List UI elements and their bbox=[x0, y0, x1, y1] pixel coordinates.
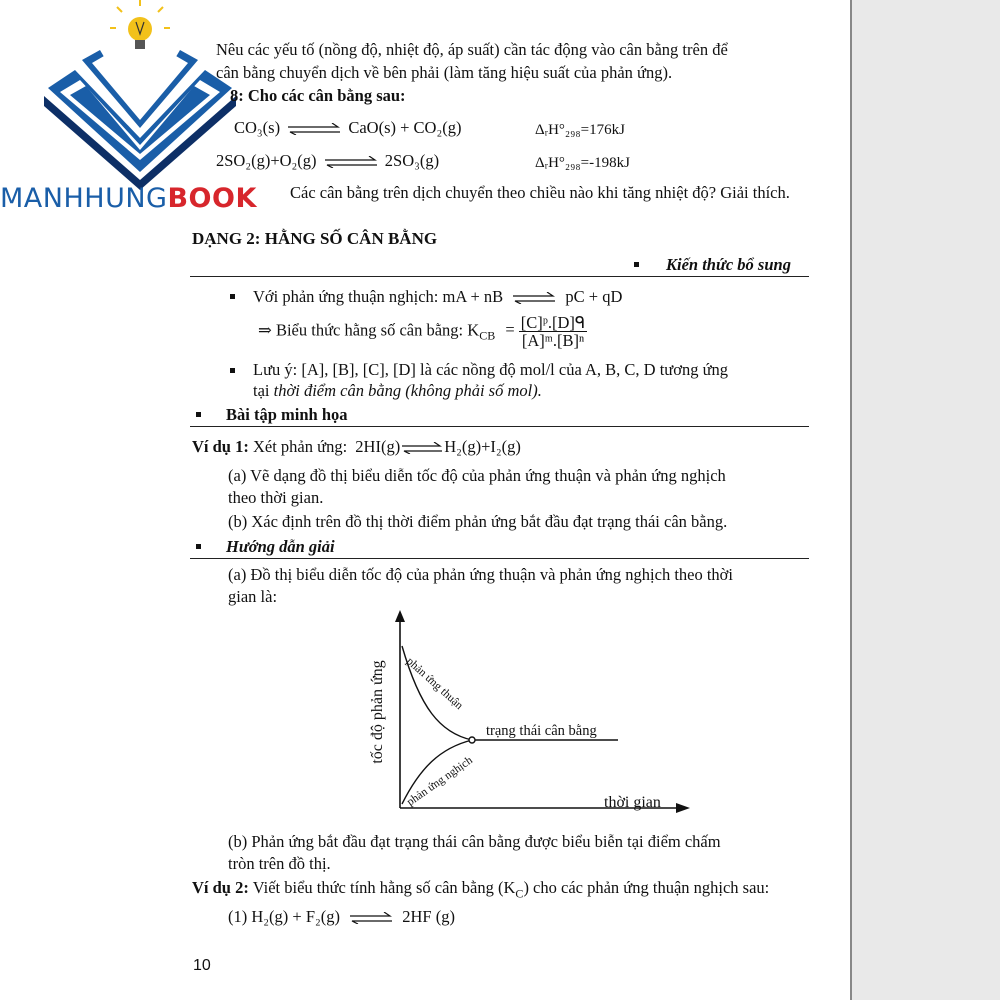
divider bbox=[190, 276, 809, 277]
rate-vs-time-graph bbox=[360, 608, 700, 823]
example-2-label: Ví dụ 2: bbox=[192, 878, 249, 897]
note-line-1: Lưu ý: [A], [B], [C], [D] là các nồng độ mol/l của A, B, C, D tương ứng bbox=[253, 360, 729, 379]
note-line-2 bbox=[253, 381, 542, 401]
reaction-lhs: Với phản ứng thuận nghịch: mA + nB bbox=[253, 287, 504, 306]
example-2-text: Viết biểu thức tính hằng số cân bằng (K bbox=[252, 878, 516, 897]
equilibrium-label: trạng thái cân bằng bbox=[486, 723, 597, 739]
intro-line-2: cân bằng chuyển dịch về bên phải (làm tăng hiệu suất của phản ứng). bbox=[216, 63, 673, 82]
y-axis-label: tốc độ phản ứng bbox=[369, 660, 386, 764]
equilibrium-arrow-icon bbox=[286, 123, 342, 135]
intro-line-1: Nêu các yếu tố (nồng độ, nhiệt độ, áp suất) cần tác động vào cân bằng trên để bbox=[216, 40, 728, 59]
note-line-2-italic: thời điểm cân bằng (không phải số mol). bbox=[273, 381, 542, 400]
answer-b-line-2: tròn trên đồ thị. bbox=[228, 854, 331, 873]
bullet-icon bbox=[230, 294, 235, 299]
x-axis-label: thời gian bbox=[604, 794, 661, 811]
reverse-curve-label: phản ứng nghịch bbox=[404, 754, 475, 809]
eq2-right: 2SO₃(g) bbox=[384, 151, 440, 170]
reaction-rhs: pC + qD bbox=[565, 287, 623, 306]
answer-b-line-1: (b) Phản ứng bắt đầu đạt trạng thái cân bằng được biểu biễn tại điểm chấm bbox=[228, 832, 721, 851]
eq2-left: 2SO₂(g)+O₂(g) bbox=[216, 151, 317, 170]
solution-guide-heading: Hướng dẫn giải bbox=[226, 537, 335, 556]
expression-label: ⇒ Biểu thức hằng số cân bằng: K bbox=[258, 320, 480, 340]
eq1-enthalpy: ΔᵣH°₂₉₈=176kJ bbox=[535, 122, 625, 138]
example-2-line bbox=[192, 878, 769, 903]
example-1-rhs: H₂(g)+I₂(g) bbox=[444, 437, 521, 456]
divider bbox=[190, 426, 809, 427]
supplementary-knowledge-label: Kiến thức bổ sung bbox=[666, 255, 791, 274]
equilibrium-arrow-icon bbox=[400, 442, 444, 454]
reversible-reaction-line bbox=[253, 287, 622, 307]
equilibrium-arrow-icon bbox=[323, 156, 379, 168]
example-1-line bbox=[192, 437, 521, 457]
reaction-1-lhs: (1) H₂(g) + F₂(g) bbox=[228, 907, 340, 926]
equilibrium-1 bbox=[234, 118, 461, 138]
question-text: Các cân bằng trên dịch chuyển theo chiều nào khi tăng nhiệt độ? Giải thích. bbox=[290, 183, 790, 202]
example-2-text-end: ) cho các phản ứng thuận nghịch sau: bbox=[523, 878, 770, 897]
y-axis-arrow bbox=[395, 610, 405, 622]
question-8-label: 8: Cho các cân bằng sau: bbox=[230, 86, 406, 105]
example-1-text: Xét phản ứng: bbox=[252, 437, 348, 456]
section-title: DẠNG 2: HẰNG SỐ CÂN BẰNG bbox=[192, 229, 438, 248]
example-1-part-b: (b) Xác định trên đồ thị thời điểm phản ứng bắt đầu đạt trạng thái cân bằng. bbox=[228, 512, 728, 531]
eq1-left: CO₃(s) bbox=[234, 118, 281, 137]
bullet-icon bbox=[196, 544, 201, 549]
logo-word-book: BOOK bbox=[167, 183, 257, 214]
answer-a-line-2: gian là: bbox=[228, 587, 278, 606]
expression-subscript: CB bbox=[479, 328, 496, 343]
example-2-subscript: C bbox=[515, 886, 524, 901]
expression-fraction bbox=[519, 314, 588, 349]
bullet-icon bbox=[634, 262, 639, 267]
bullet-icon bbox=[196, 412, 201, 417]
equilibrium-2 bbox=[216, 151, 439, 171]
page-number: 10 bbox=[193, 957, 211, 974]
equilibrium-point bbox=[469, 737, 475, 743]
fraction-numerator: [C]ᵖ.[D]ᑫ bbox=[520, 313, 586, 332]
note-line-2-prefix: tại bbox=[253, 381, 274, 400]
example-1-part-a-line-2: theo thời gian. bbox=[228, 488, 324, 507]
example-1-label: Ví dụ 1: bbox=[192, 437, 249, 456]
equilibrium-constant-expression bbox=[258, 314, 587, 349]
practice-heading: Bài tập minh họa bbox=[226, 405, 348, 424]
equilibrium-arrow-icon bbox=[511, 292, 557, 304]
divider bbox=[190, 558, 809, 559]
bullet-icon bbox=[230, 368, 235, 373]
equilibrium-arrow-icon bbox=[348, 912, 394, 924]
fraction-denominator: [A]ᵐ.[B]ⁿ bbox=[521, 331, 585, 350]
eq1-right: CaO(s) + CO₂(g) bbox=[348, 118, 462, 137]
example-2-reaction-1 bbox=[228, 907, 455, 927]
answer-a-line-1: (a) Đồ thị biểu diễn tốc độ của phản ứng thuận và phản ứng nghịch theo thời bbox=[228, 565, 733, 584]
forward-curve-label: phản ứng thuận bbox=[403, 655, 466, 712]
x-axis-arrow bbox=[676, 803, 690, 813]
reaction-1-rhs: 2HF (g) bbox=[402, 907, 455, 926]
example-1-part-a-line-1: (a) Vẽ dạng đồ thị biểu diễn tốc độ của phản ứng thuận và phản ứng nghịch bbox=[228, 466, 726, 485]
logo-word-manhhung: MANHHUNG bbox=[0, 183, 168, 214]
eq2-enthalpy: ΔᵣH°₂₉₈=-198kJ bbox=[535, 155, 630, 171]
expression-equals: = bbox=[505, 320, 515, 340]
example-1-lhs: 2HI(g) bbox=[355, 437, 401, 456]
